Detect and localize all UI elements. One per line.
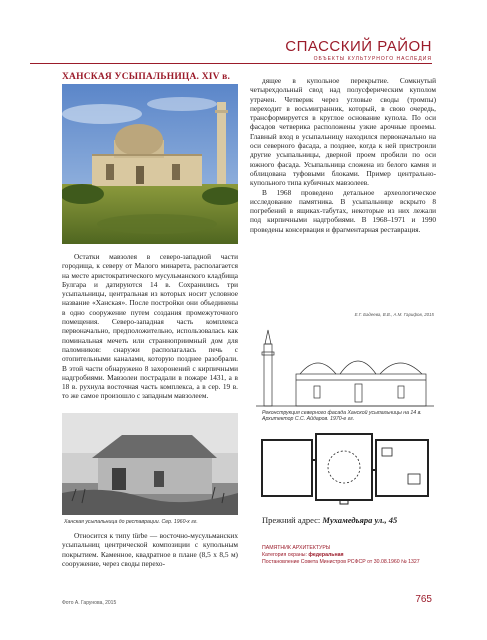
paragraph: дящее в купольное перекрытие. Сомкнутый четырехдольный свод над полусферическим куполом утрачен. Четверик через угловые своды (тромпы) переходит в восьмигранник, который, в свою очередь, трансформируется в круглое основание купола. По оси фасадов четверика расположены узкие арочные проемы. Главный вход в усыпальницу находился первоначально на оси северного фасада, а позднее, когда к ней пристроили другие усыпальницы, дверной проем пробили по оси южного фасада. Усыпальница сложена из белого камня и облицована туфовыми блоками. Пример центрально-купольного типа кубичных мавзолеев. <box>250 76 436 188</box>
article-bottom-column <box>62 531 238 568</box>
header-rule <box>30 63 432 64</box>
photo-credit: Фото А. Гарунова, 2015 <box>62 600 117 606</box>
floor-plan-drawing <box>258 430 434 508</box>
address-value: Мухамедьяра ул., 45 <box>322 515 398 525</box>
category-value: федеральная <box>308 551 344 558</box>
article-title: ХАНСКАЯ УСЫПАЛЬНИЦА. XIV в. <box>62 72 231 82</box>
monument-info <box>262 545 420 565</box>
region-title: СПАССКИЙ РАЙОН <box>285 38 432 55</box>
monument-decree: Постановление Совета Министров РСФСР от 30.08.1960 № 1327 <box>262 558 420 565</box>
monument-type: ПАМЯТНИК АРХИТЕКТУРЫ <box>262 545 331 551</box>
region-subtitle: ОБЪЕКТЫ КУЛЬТУРНОГО НАСЛЕДИЯ <box>313 56 432 62</box>
article-left-column <box>62 252 238 401</box>
address-label: Прежний адрес: <box>262 515 321 525</box>
monument-category <box>262 552 420 559</box>
paragraph: Остатки мавзолея в северо-западной части городища, к северу от Малого минарета, располагается на месте аристократического мусульманского кладбища Булгара и датируются 14 в. Сохранились три усыпальницы, центральная из которых носит условное название «Ханская». После постройки они объединены в одно сооружение путем создания промежуточного помещения. Северо-западная часть комплекса первоначально, предположительно, использовалась как поминальная мечеть или странноприимный дом для паломников: снаружи располагалась печь с отопительными каналами, которую позднее разобрали. В этой части обнаружено 8 захоронений с кирпичными надгробиями. Мавзолеи пострадали в пожаре 1431, а в 18 в. рухнула восточная часть комплекса, а в сер. 19 в. то же самое произошло с западным мавзолеем. <box>62 252 238 401</box>
historic-photo-caption: Ханская усыпальница до реставрации. Сер. 1960-х гг. <box>64 519 198 525</box>
historic-photo <box>62 413 238 515</box>
paragraph: В 1968 проведено детальное археологическое исследование памятника. В усыпальнице вскрыто 8 погребений в ящиках-табутах, некоторые из них лежали под кирпичными надгробиями. В 1968–1971 и 1990 проведены консервация и фрагментарная реставрация. <box>250 187 436 234</box>
reconstruction-caption: Реконструкция северного фасада Ханской усыпальницы на 14 в. Архитектор С.С. Айдаров. 1970-е гг. <box>262 410 422 423</box>
former-address <box>262 515 397 525</box>
reconstruction-drawing <box>256 324 434 409</box>
article-right-column <box>250 76 436 234</box>
page-number: 765 <box>415 594 432 605</box>
category-label: Категория охраны: <box>262 551 307 558</box>
mausoleum-photo <box>62 84 238 244</box>
authors-credit: Е.Г. Бадеева, В.В., А.М. Гарифов, 2015 <box>354 312 434 317</box>
paragraph: Относится к типу türbe — восточно-мусульманских усыпальниц центрической композиции с купольным покрытием. Каменное, квадратное в плане (8,5 х 8,5 м) сооружение, через своды перехо- <box>62 531 238 568</box>
